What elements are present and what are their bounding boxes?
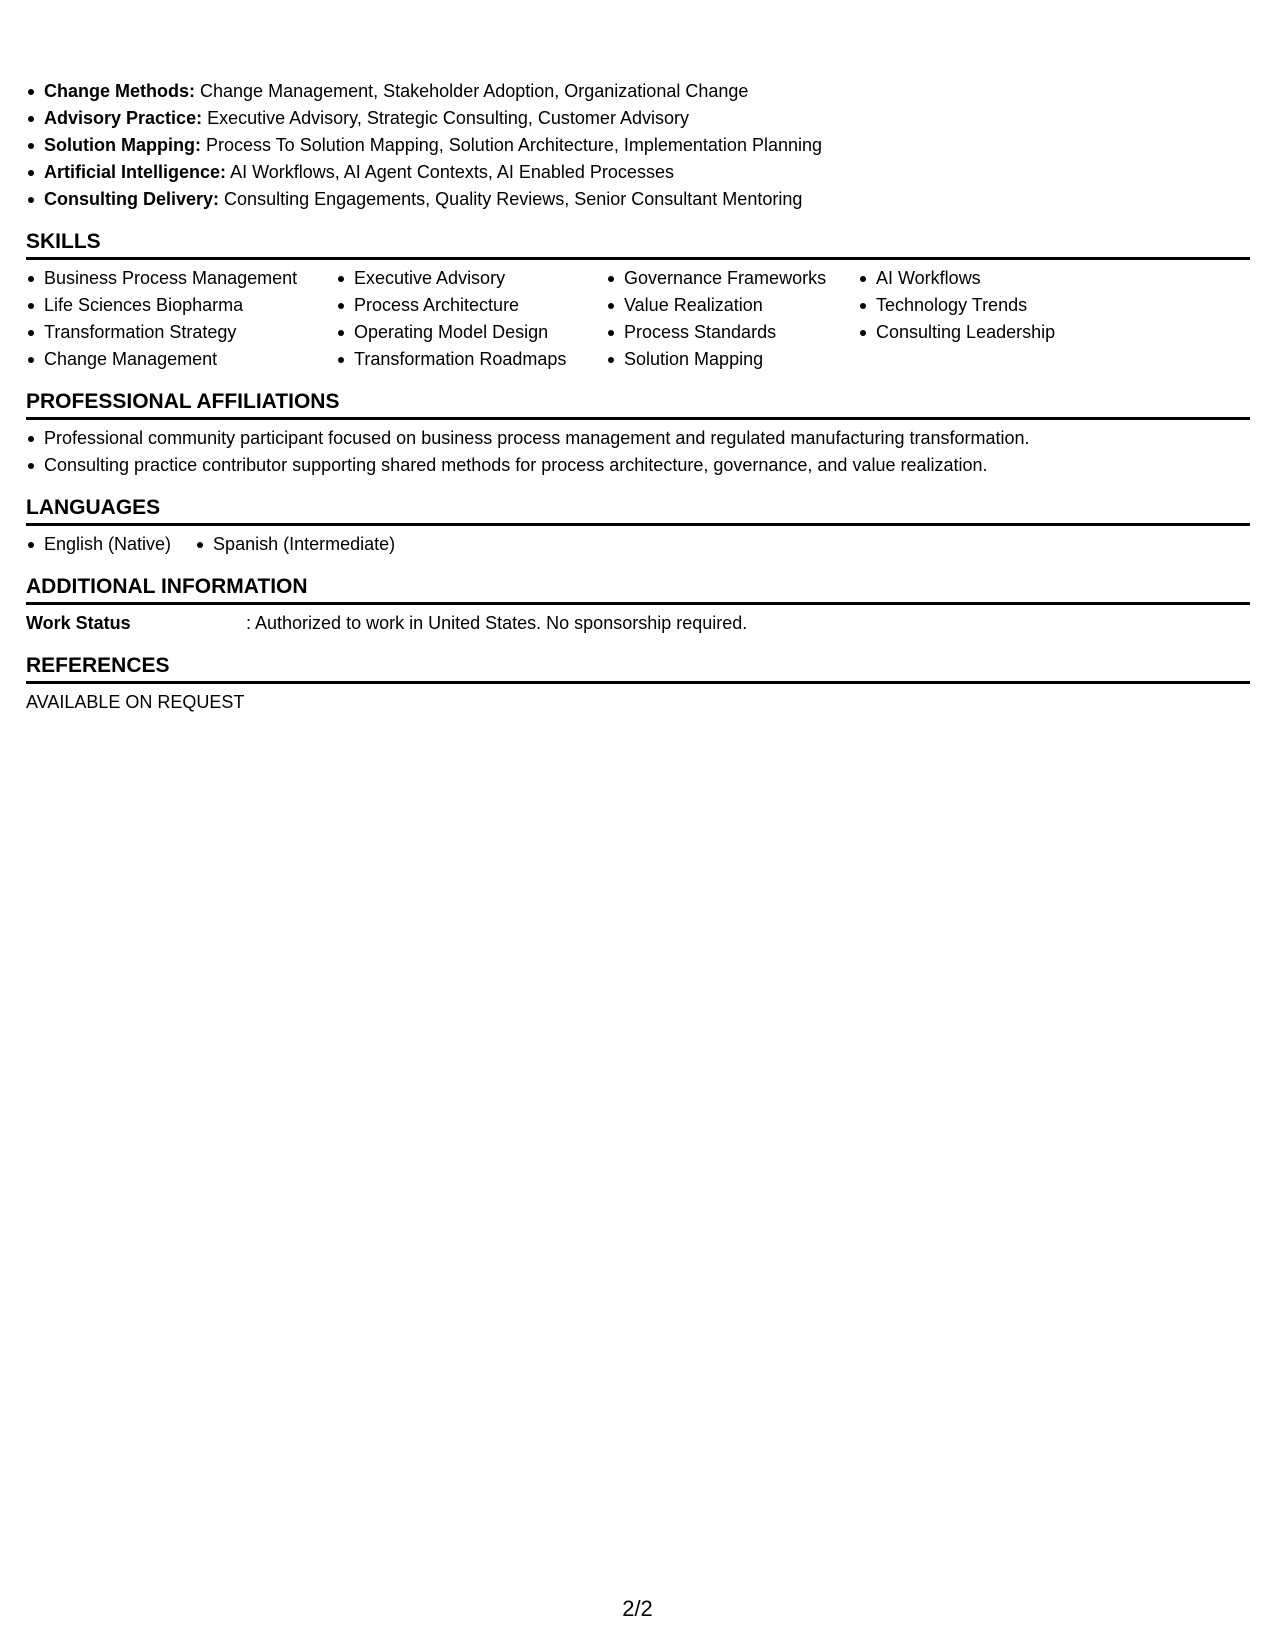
item-term: Advisory Practice:: [44, 108, 203, 128]
list-item: [26, 78, 1250, 105]
references-text: AVAILABLE ON REQUEST: [26, 692, 245, 712]
item-term: Artificial Intelligence:: [44, 162, 227, 182]
section-title: SKILLS: [26, 229, 1250, 260]
skill-item: Value Realization: [606, 292, 858, 319]
skills-column: [858, 265, 1118, 373]
skill-item: Executive Advisory: [336, 265, 606, 292]
skills-column: [336, 265, 606, 373]
list-item: [26, 105, 1250, 132]
skill-item: Life Sciences Biopharma: [26, 292, 336, 319]
list-item: Professional community participant focused on business process management and regulated manufacturing transformation.: [26, 425, 1250, 452]
list-item: [26, 159, 1250, 186]
list-item: [26, 186, 1250, 213]
affiliations-section: [26, 389, 1250, 479]
language-item: English (Native): [26, 531, 171, 558]
skill-item: Change Management: [26, 346, 336, 373]
languages-list: [26, 526, 1250, 558]
skill-item: Process Architecture: [336, 292, 606, 319]
skill-item: Transformation Strategy: [26, 319, 336, 346]
references-section: [26, 653, 1250, 716]
skill-item: Operating Model Design: [336, 319, 606, 346]
language-item: Spanish (Intermediate): [195, 531, 395, 558]
list-item: [26, 132, 1250, 159]
intro-list: [26, 78, 1250, 213]
skill-item: Solution Mapping: [606, 346, 858, 373]
work-status-value: : Authorized to work in United States. No sponsorship required.: [246, 613, 748, 633]
additional-info-section: [26, 574, 1250, 637]
work-status-row: [26, 605, 1250, 637]
skills-grid: [26, 260, 1250, 373]
skills-column: [606, 265, 858, 373]
skill-item: Transformation Roadmaps: [336, 346, 606, 373]
affiliations-list: [26, 420, 1250, 479]
resume-page: [26, 78, 1250, 716]
section-title: PROFESSIONAL AFFILIATIONS: [26, 389, 1250, 420]
skill-item: Consulting Leadership: [858, 319, 1118, 346]
languages-section: [26, 495, 1250, 558]
work-status-label: Work Status: [26, 613, 131, 633]
item-term: Consulting Delivery:: [44, 189, 220, 209]
item-text: Change Management, Stakeholder Adoption, Organizational Change: [200, 81, 749, 101]
skills-section: [26, 229, 1250, 373]
list-item: Consulting practice contributor supporting shared methods for process architecture, governance, and value realization.: [26, 452, 1250, 479]
skills-column: [26, 265, 336, 373]
skill-item: Business Process Management: [26, 265, 336, 292]
page-number: 2/2: [622, 1596, 653, 1621]
item-text: AI Workflows, AI Agent Contexts, AI Enabled Processes: [230, 162, 674, 182]
section-title: LANGUAGES: [26, 495, 1250, 526]
skill-item: Process Standards: [606, 319, 858, 346]
item-text: Process To Solution Mapping, Solution Architecture, Implementation Planning: [205, 135, 823, 155]
item-term: Solution Mapping:: [44, 135, 201, 155]
skill-item: Technology Trends: [858, 292, 1118, 319]
item-text: Consulting Engagements, Quality Reviews, Senior Consultant Mentoring: [224, 189, 803, 209]
skill-item: Governance Frameworks: [606, 265, 858, 292]
item-text: Executive Advisory, Strategic Consulting, Customer Advisory: [207, 108, 689, 128]
skill-item: AI Workflows: [858, 265, 1118, 292]
section-title: REFERENCES: [26, 653, 1250, 684]
item-term: Change Methods:: [44, 81, 195, 101]
section-title: ADDITIONAL INFORMATION: [26, 574, 1250, 605]
